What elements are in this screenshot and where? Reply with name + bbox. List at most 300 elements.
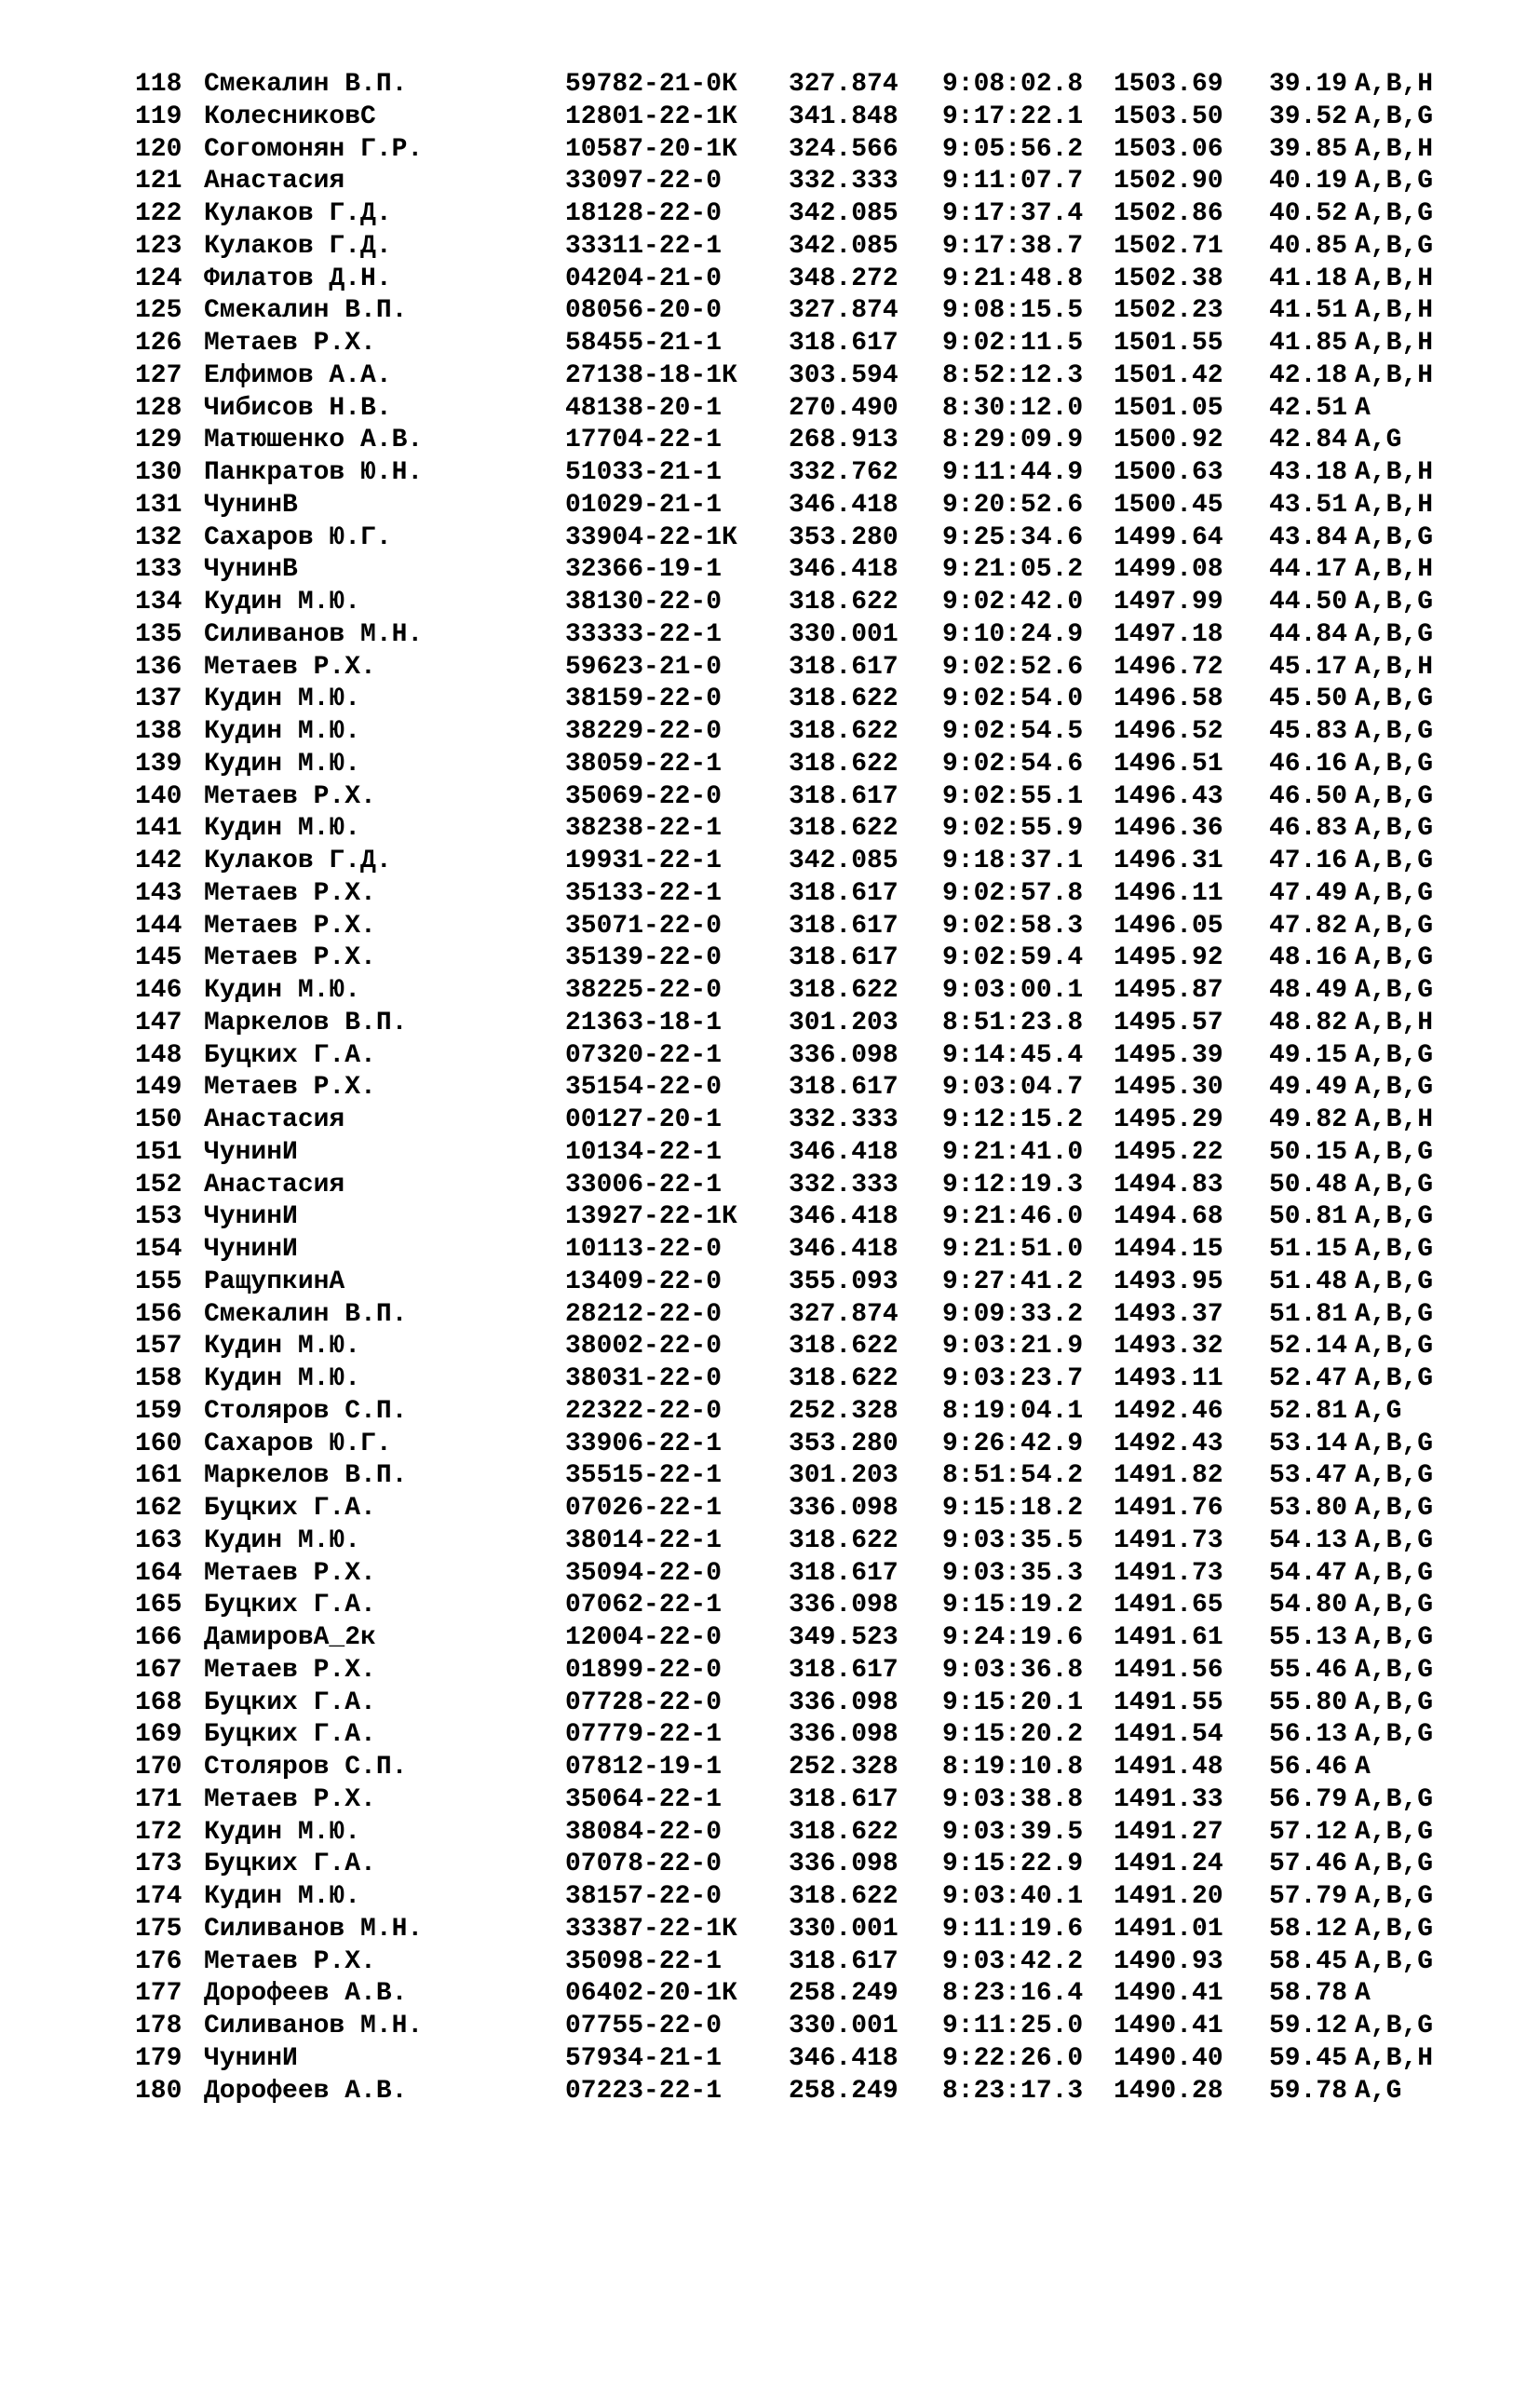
table-row xyxy=(135,1817,1457,1850)
flight-time: 9:18:37.1 xyxy=(942,847,1084,875)
table-row xyxy=(135,587,1457,619)
fancier-name: Согомонян Г.Р. xyxy=(204,134,424,164)
speed-value: 1495.87 xyxy=(1114,976,1223,1005)
place-number: 133 xyxy=(135,555,182,585)
table-row xyxy=(135,264,1457,296)
flight-time: 9:21:46.0 xyxy=(942,1202,1084,1232)
place-number: 144 xyxy=(135,911,182,941)
category-codes: A,B,G xyxy=(1355,1784,1434,1814)
category-codes: A,B,G xyxy=(1355,847,1434,875)
flight-time: 9:15:20.1 xyxy=(942,1687,1084,1717)
fancier-name: ДамировА_2к xyxy=(204,1623,376,1652)
table-row xyxy=(135,1914,1457,1946)
distance-km: 318.622 xyxy=(789,684,898,714)
place-number: 141 xyxy=(135,814,182,844)
table-row xyxy=(135,846,1457,878)
speed-value: 1502.71 xyxy=(1114,231,1223,261)
place-number: 146 xyxy=(135,976,182,1005)
points-value: 45.50 xyxy=(1269,684,1348,714)
flight-time: 8:19:04.1 xyxy=(942,1396,1084,1426)
speed-value: 1500.92 xyxy=(1114,426,1223,455)
category-codes: A,B,G xyxy=(1355,2012,1434,2040)
points-value: 41.18 xyxy=(1269,264,1348,293)
points-value: 44.84 xyxy=(1269,619,1348,649)
table-row xyxy=(135,781,1457,814)
ring-number: 00127-20-1 xyxy=(565,1105,723,1134)
distance-km: 346.418 xyxy=(789,555,898,585)
ring-number: 22322-22-0 xyxy=(565,1396,723,1426)
place-number: 149 xyxy=(135,1073,182,1103)
fancier-name: Панкратов Ю.Н. xyxy=(204,458,424,487)
place-number: 147 xyxy=(135,1008,182,1037)
ring-number: 13409-22-0 xyxy=(565,1267,723,1296)
ring-number: 33097-22-0 xyxy=(565,167,723,197)
flight-time: 9:02:55.1 xyxy=(942,781,1084,811)
place-number: 170 xyxy=(135,1753,182,1782)
category-codes: A,B,G xyxy=(1355,1461,1434,1491)
category-codes: A,B,G xyxy=(1355,231,1434,261)
ring-number: 38014-22-1 xyxy=(565,1525,723,1555)
flight-time: 9:02:59.4 xyxy=(942,943,1084,973)
category-codes: A,B,G xyxy=(1355,167,1434,197)
distance-km: 318.617 xyxy=(789,1655,898,1685)
table-row xyxy=(135,134,1457,167)
speed-value: 1502.90 xyxy=(1114,167,1223,197)
table-row xyxy=(135,1946,1457,1979)
ring-number: 08056-20-0 xyxy=(565,296,723,326)
fancier-name: Силиванов М.Н. xyxy=(204,619,424,649)
distance-km: 318.617 xyxy=(789,329,898,358)
points-value: 58.78 xyxy=(1269,1979,1348,2009)
distance-km: 318.617 xyxy=(789,1073,898,1103)
flight-time: 9:10:24.9 xyxy=(942,619,1084,649)
category-codes: A,G xyxy=(1355,1396,1402,1426)
flight-time: 9:03:23.7 xyxy=(942,1364,1084,1393)
distance-km: 336.098 xyxy=(789,1850,898,1879)
speed-value: 1491.65 xyxy=(1114,1591,1223,1620)
category-codes: A,B,G xyxy=(1355,943,1434,973)
distance-km: 342.085 xyxy=(789,847,898,875)
table-row xyxy=(135,1719,1457,1752)
category-codes: A,B,H xyxy=(1355,70,1434,99)
table-row xyxy=(135,1299,1457,1332)
ring-number: 33311-22-1 xyxy=(565,231,723,261)
fancier-name: Кудин М.Ю. xyxy=(204,814,361,844)
fancier-name: Метаев Р.Х. xyxy=(204,911,376,941)
flight-time: 9:02:55.9 xyxy=(942,814,1084,844)
place-number: 139 xyxy=(135,749,182,779)
speed-value: 1502.86 xyxy=(1114,199,1223,228)
place-number: 167 xyxy=(135,1655,182,1685)
speed-value: 1491.76 xyxy=(1114,1494,1223,1523)
category-codes: A,B,G xyxy=(1355,911,1434,941)
fancier-name: Буцких Г.А. xyxy=(204,1494,376,1523)
distance-km: 258.249 xyxy=(789,1979,898,2009)
flight-time: 9:11:07.7 xyxy=(942,167,1084,197)
table-row xyxy=(135,1752,1457,1784)
distance-km: 252.328 xyxy=(789,1753,898,1782)
flight-time: 9:15:18.2 xyxy=(942,1494,1084,1523)
flight-time: 9:03:21.9 xyxy=(942,1332,1084,1362)
points-value: 59.78 xyxy=(1269,2076,1348,2106)
distance-km: 318.622 xyxy=(789,1332,898,1362)
table-row xyxy=(135,2076,1457,2108)
points-value: 51.48 xyxy=(1269,1267,1348,1296)
distance-km: 336.098 xyxy=(789,1720,898,1750)
flight-time: 9:03:35.5 xyxy=(942,1525,1084,1555)
distance-km: 252.328 xyxy=(789,1396,898,1426)
place-number: 176 xyxy=(135,1946,182,1976)
category-codes: A,B,H xyxy=(1355,458,1434,487)
table-row xyxy=(135,198,1457,231)
speed-value: 1502.38 xyxy=(1114,264,1223,293)
fancier-name: Метаев Р.Х. xyxy=(204,1946,376,1976)
table-row xyxy=(135,911,1457,943)
ring-number: 27138-18-1К xyxy=(565,360,737,390)
table-row xyxy=(135,1784,1457,1817)
flight-time: 9:02:57.8 xyxy=(942,878,1084,908)
distance-km: 330.001 xyxy=(789,2012,898,2040)
points-value: 54.47 xyxy=(1269,1558,1348,1588)
category-codes: A,B,G xyxy=(1355,1655,1434,1685)
flight-time: 9:14:45.4 xyxy=(942,1040,1084,1070)
distance-km: 336.098 xyxy=(789,1040,898,1070)
fancier-name: Кудин М.Ю. xyxy=(204,976,361,1005)
category-codes: A,B,H xyxy=(1355,1008,1434,1037)
distance-km: 258.249 xyxy=(789,2076,898,2106)
speed-value: 1496.43 xyxy=(1114,781,1223,811)
speed-value: 1491.73 xyxy=(1114,1525,1223,1555)
place-number: 164 xyxy=(135,1558,182,1588)
points-value: 55.13 xyxy=(1269,1623,1348,1652)
place-number: 118 xyxy=(135,70,182,99)
distance-km: 342.085 xyxy=(789,231,898,261)
points-value: 52.81 xyxy=(1269,1396,1348,1426)
flight-time: 9:20:52.6 xyxy=(942,490,1084,520)
distance-km: 332.333 xyxy=(789,167,898,197)
speed-value: 1490.41 xyxy=(1114,1979,1223,2009)
place-number: 160 xyxy=(135,1429,182,1458)
speed-value: 1496.05 xyxy=(1114,911,1223,941)
speed-value: 1503.69 xyxy=(1114,70,1223,99)
table-row xyxy=(135,1072,1457,1105)
distance-km: 318.622 xyxy=(789,1364,898,1393)
table-row xyxy=(135,1460,1457,1493)
place-number: 155 xyxy=(135,1267,182,1296)
table-row xyxy=(135,2011,1457,2043)
ring-number: 35139-22-0 xyxy=(565,943,723,973)
speed-value: 1496.11 xyxy=(1114,878,1223,908)
ring-number: 48138-20-1 xyxy=(565,393,723,423)
fancier-name: Кудин М.Ю. xyxy=(204,1364,361,1393)
place-number: 125 xyxy=(135,296,182,326)
flight-time: 9:17:38.7 xyxy=(942,231,1084,261)
flight-time: 9:03:36.8 xyxy=(942,1655,1084,1685)
category-codes: A,B,G xyxy=(1355,1364,1434,1393)
table-row xyxy=(135,1978,1457,2011)
fancier-name: ЧунинВ xyxy=(204,490,298,520)
speed-value: 1500.45 xyxy=(1114,490,1223,520)
points-value: 43.18 xyxy=(1269,458,1348,487)
category-codes: A,B,G xyxy=(1355,1914,1434,1944)
place-number: 154 xyxy=(135,1235,182,1264)
category-codes: A,B,G xyxy=(1355,1299,1434,1329)
category-codes: A,B,G xyxy=(1355,976,1434,1005)
speed-value: 1491.48 xyxy=(1114,1753,1223,1782)
points-value: 57.46 xyxy=(1269,1850,1348,1879)
table-row xyxy=(135,1881,1457,1914)
place-number: 124 xyxy=(135,264,182,293)
flight-time: 8:23:17.3 xyxy=(942,2076,1084,2106)
ring-number: 07026-22-1 xyxy=(565,1494,723,1523)
points-value: 43.84 xyxy=(1269,522,1348,552)
points-value: 54.13 xyxy=(1269,1525,1348,1555)
table-row xyxy=(135,1849,1457,1881)
table-row xyxy=(135,1363,1457,1396)
speed-value: 1491.73 xyxy=(1114,1558,1223,1588)
distance-km: 324.566 xyxy=(789,134,898,164)
flight-time: 9:27:41.2 xyxy=(942,1267,1084,1296)
ring-number: 35098-22-1 xyxy=(565,1946,723,1976)
speed-value: 1495.22 xyxy=(1114,1137,1223,1167)
place-number: 140 xyxy=(135,781,182,811)
ring-number: 38238-22-1 xyxy=(565,814,723,844)
flight-time: 9:03:35.3 xyxy=(942,1558,1084,1588)
points-value: 47.16 xyxy=(1269,847,1348,875)
category-codes: A,B,H xyxy=(1355,264,1434,293)
category-codes: A,B,G xyxy=(1355,1687,1434,1717)
place-number: 148 xyxy=(135,1040,182,1070)
distance-km: 330.001 xyxy=(789,619,898,649)
ring-number: 59782-21-0К xyxy=(565,70,737,99)
ring-number: 17704-22-1 xyxy=(565,426,723,455)
category-codes: A,B,G xyxy=(1355,1494,1434,1523)
category-codes: A,B,G xyxy=(1355,619,1434,649)
table-row xyxy=(135,1201,1457,1234)
distance-km: 342.085 xyxy=(789,199,898,228)
ring-number: 38002-22-0 xyxy=(565,1332,723,1362)
speed-value: 1496.72 xyxy=(1114,652,1223,682)
speed-value: 1497.18 xyxy=(1114,619,1223,649)
fancier-name: Буцких Г.А. xyxy=(204,1687,376,1717)
points-value: 50.81 xyxy=(1269,1202,1348,1232)
distance-km: 318.622 xyxy=(789,814,898,844)
table-row xyxy=(135,652,1457,684)
distance-km: 353.280 xyxy=(789,522,898,552)
distance-km: 327.874 xyxy=(789,296,898,326)
place-number: 166 xyxy=(135,1623,182,1652)
table-row xyxy=(135,2043,1457,2076)
category-codes: A,B,H xyxy=(1355,1105,1434,1134)
fancier-name: Метаев Р.Х. xyxy=(204,781,376,811)
distance-km: 301.203 xyxy=(789,1008,898,1037)
ring-number: 33006-22-1 xyxy=(565,1170,723,1200)
ring-number: 35069-22-0 xyxy=(565,781,723,811)
ring-number: 07223-22-1 xyxy=(565,2076,723,2106)
fancier-name: Кудин М.Ю. xyxy=(204,1332,361,1362)
category-codes: A,B,G xyxy=(1355,781,1434,811)
flight-time: 9:15:19.2 xyxy=(942,1591,1084,1620)
distance-km: 346.418 xyxy=(789,1202,898,1232)
points-value: 53.80 xyxy=(1269,1494,1348,1523)
speed-value: 1496.51 xyxy=(1114,749,1223,779)
speed-value: 1503.50 xyxy=(1114,102,1223,131)
speed-value: 1495.57 xyxy=(1114,1008,1223,1037)
place-number: 165 xyxy=(135,1591,182,1620)
table-row xyxy=(135,942,1457,975)
points-value: 45.83 xyxy=(1269,717,1348,746)
points-value: 56.13 xyxy=(1269,1720,1348,1750)
table-row xyxy=(135,1234,1457,1267)
place-number: 179 xyxy=(135,2043,182,2073)
distance-km: 318.622 xyxy=(789,717,898,746)
place-number: 171 xyxy=(135,1784,182,1814)
place-number: 150 xyxy=(135,1105,182,1134)
ring-number: 38229-22-0 xyxy=(565,717,723,746)
fancier-name: ЧунинИ xyxy=(204,1137,298,1167)
points-value: 57.79 xyxy=(1269,1882,1348,1911)
fancier-name: Сахаров Ю.Г. xyxy=(204,522,392,552)
distance-km: 318.622 xyxy=(789,1525,898,1555)
points-value: 51.81 xyxy=(1269,1299,1348,1329)
place-number: 157 xyxy=(135,1332,182,1362)
fancier-name: Силиванов М.Н. xyxy=(204,1914,424,1944)
table-row xyxy=(135,975,1457,1008)
fancier-name: Кудин М.Ю. xyxy=(204,717,361,746)
fancier-name: Кудин М.Ю. xyxy=(204,1525,361,1555)
points-value: 58.45 xyxy=(1269,1946,1348,1976)
points-value: 42.51 xyxy=(1269,393,1348,423)
ring-number: 06402-20-1К xyxy=(565,1979,737,2009)
table-row xyxy=(135,1008,1457,1040)
place-number: 151 xyxy=(135,1137,182,1167)
distance-km: 353.280 xyxy=(789,1429,898,1458)
place-number: 120 xyxy=(135,134,182,164)
distance-km: 332.333 xyxy=(789,1170,898,1200)
flight-time: 9:02:54.6 xyxy=(942,749,1084,779)
distance-km: 318.617 xyxy=(789,781,898,811)
table-row xyxy=(135,1137,1457,1170)
points-value: 48.82 xyxy=(1269,1008,1348,1037)
table-row xyxy=(135,716,1457,749)
flight-time: 9:15:22.9 xyxy=(942,1850,1084,1879)
fancier-name: ЧунинИ xyxy=(204,1235,298,1264)
flight-time: 9:26:42.9 xyxy=(942,1429,1084,1458)
table-row xyxy=(135,1040,1457,1073)
category-codes: A,B,G xyxy=(1355,684,1434,714)
flight-time: 9:11:44.9 xyxy=(942,458,1084,487)
category-codes: A,B,G xyxy=(1355,1332,1434,1362)
speed-value: 1496.58 xyxy=(1114,684,1223,714)
distance-km: 332.333 xyxy=(789,1105,898,1134)
category-codes: A,B,G xyxy=(1355,1235,1434,1264)
ring-number: 59623-21-0 xyxy=(565,652,723,682)
table-row xyxy=(135,813,1457,846)
table-row xyxy=(135,1396,1457,1429)
fancier-name: Елфимов А.А. xyxy=(204,360,392,390)
distance-km: 346.418 xyxy=(789,490,898,520)
points-value: 53.14 xyxy=(1269,1429,1348,1458)
fancier-name: Кулаков Г.Д. xyxy=(204,847,392,875)
flight-time: 9:02:54.5 xyxy=(942,717,1084,746)
distance-km: 348.272 xyxy=(789,264,898,293)
ring-number: 12004-22-0 xyxy=(565,1623,723,1652)
ring-number: 10113-22-0 xyxy=(565,1235,723,1264)
fancier-name: Анастасия xyxy=(204,1170,345,1200)
speed-value: 1491.01 xyxy=(1114,1914,1223,1944)
distance-km: 346.418 xyxy=(789,1235,898,1264)
category-codes: A,B,G xyxy=(1355,1946,1434,1976)
fancier-name: Метаев Р.Х. xyxy=(204,1784,376,1814)
flight-time: 8:51:54.2 xyxy=(942,1461,1084,1491)
speed-value: 1491.33 xyxy=(1114,1784,1223,1814)
category-codes: A,B,G xyxy=(1355,1429,1434,1458)
place-number: 142 xyxy=(135,847,182,875)
points-value: 42.18 xyxy=(1269,360,1348,390)
points-value: 46.83 xyxy=(1269,814,1348,844)
fancier-name: Маркелов В.П. xyxy=(204,1461,408,1491)
distance-km: 346.418 xyxy=(789,1137,898,1167)
flight-time: 9:17:22.1 xyxy=(942,102,1084,131)
speed-value: 1495.29 xyxy=(1114,1105,1223,1134)
table-row xyxy=(135,295,1457,328)
ring-number: 57934-21-1 xyxy=(565,2043,723,2073)
ring-number: 35094-22-0 xyxy=(565,1558,723,1588)
table-row xyxy=(135,1525,1457,1558)
table-row xyxy=(135,166,1457,198)
flight-time: 9:08:15.5 xyxy=(942,296,1084,326)
table-row xyxy=(135,1558,1457,1591)
category-codes: A,B,G xyxy=(1355,522,1434,552)
place-number: 137 xyxy=(135,684,182,714)
fancier-name: Дорофеев А.В. xyxy=(204,1979,408,2009)
fancier-name: Столяров С.П. xyxy=(204,1753,408,1782)
points-value: 50.15 xyxy=(1269,1137,1348,1167)
category-codes: A,B,G xyxy=(1355,1850,1434,1879)
ring-number: 07779-22-1 xyxy=(565,1720,723,1750)
distance-km: 318.622 xyxy=(789,976,898,1005)
table-row xyxy=(135,457,1457,490)
fancier-name: Смекалин В.П. xyxy=(204,70,408,99)
place-number: 132 xyxy=(135,522,182,552)
fancier-name: Маркелов В.П. xyxy=(204,1008,408,1037)
category-codes: A xyxy=(1355,393,1371,423)
distance-km: 336.098 xyxy=(789,1591,898,1620)
points-value: 55.46 xyxy=(1269,1655,1348,1685)
category-codes: A,B,G xyxy=(1355,1073,1434,1103)
ring-number: 13927-22-1К xyxy=(565,1202,737,1232)
speed-value: 1490.40 xyxy=(1114,2043,1223,2073)
table-row xyxy=(135,522,1457,555)
category-codes: A,B,H xyxy=(1355,652,1434,682)
ring-number: 38031-22-0 xyxy=(565,1364,723,1393)
points-value: 40.85 xyxy=(1269,231,1348,261)
category-codes: A,B,H xyxy=(1355,490,1434,520)
speed-value: 1495.92 xyxy=(1114,943,1223,973)
category-codes: A,B,G xyxy=(1355,1591,1434,1620)
flight-time: 8:51:23.8 xyxy=(942,1008,1084,1037)
category-codes: A,B,H xyxy=(1355,360,1434,390)
fancier-name: Метаев Р.Х. xyxy=(204,1073,376,1103)
table-row xyxy=(135,1105,1457,1137)
ring-number: 38130-22-0 xyxy=(565,588,723,617)
flight-time: 9:11:25.0 xyxy=(942,2012,1084,2040)
place-number: 178 xyxy=(135,2012,182,2040)
table-row xyxy=(135,1493,1457,1525)
speed-value: 1493.37 xyxy=(1114,1299,1223,1329)
flight-time: 9:11:19.6 xyxy=(942,1914,1084,1944)
ring-number: 28212-22-0 xyxy=(565,1299,723,1329)
